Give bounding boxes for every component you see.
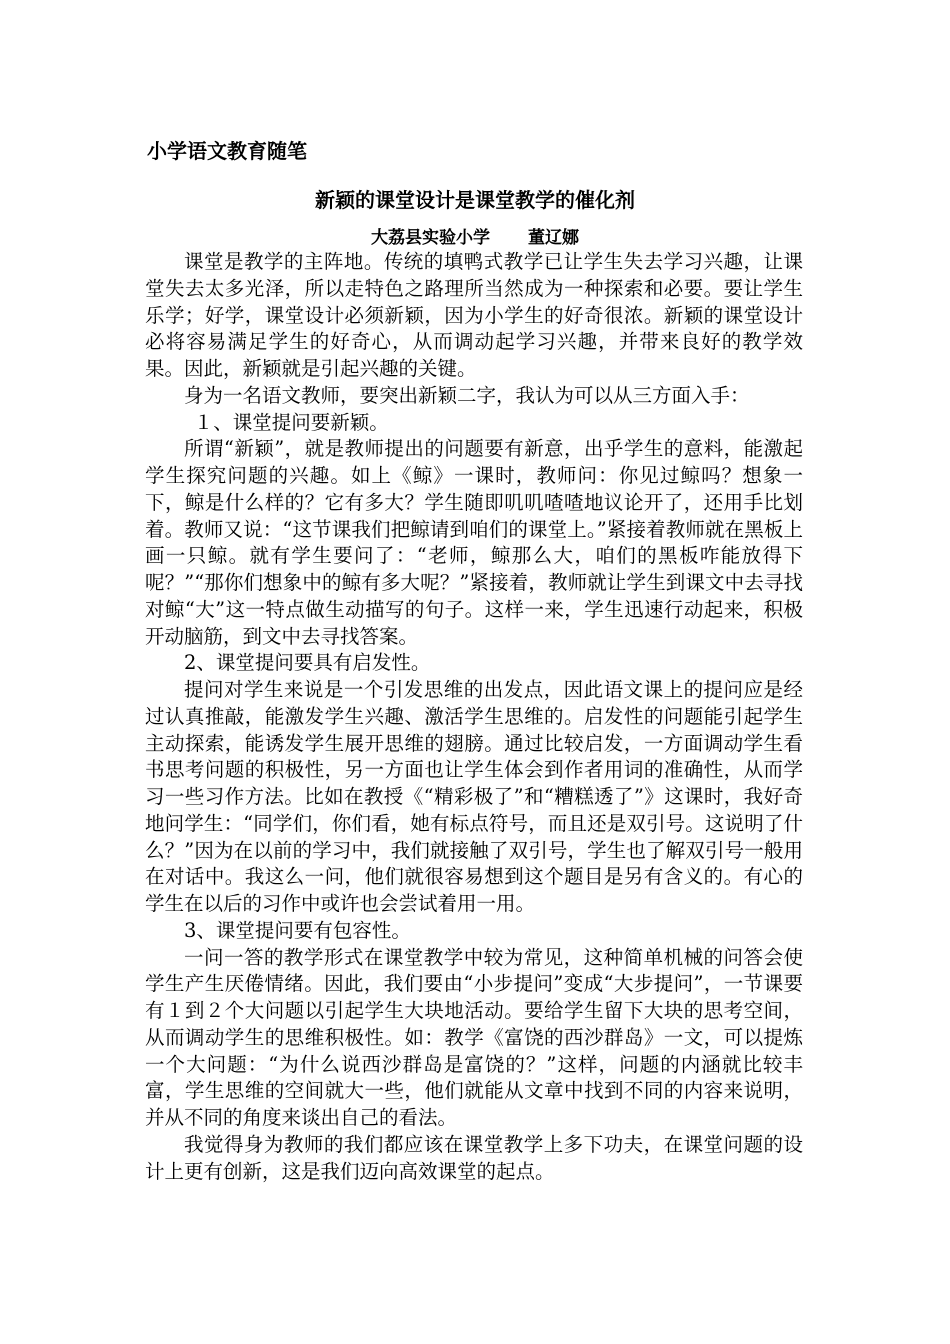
section-1-paragraph: 所谓“新颖”，就是教师提出的问题要有新意，出乎学生的意料，能激起学生探究问题的兴趣。如上《鲸》一课时，教师问：你见过鲸吗？想象一下，鲸是什么样的？它有多大？学生随即叽叽喳喳地议论开了，还用手比划着。教师又说：“这节课我们把鲸请到咱们的课堂上。”紧接着教师就在黑板上画一只鲸。就有学生要问了：“老师，鲸那么大，咱们的黑板咋能放得下呢？”“那你们想象中的鲸有多大呢？”紧接着，教师就让学生到课文中去寻找对鲸“大”这一特点做生动描写的句子。这样一来，学生迅速行动起来，积极开动脑筋，到文中去寻找答案。 (145, 437, 803, 648)
section-2-paragraph: 提问对学生来说是一个引发思维的出发点，因此语文课上的提问应是经过认真推敲，能激发学生兴趣、激活学生思维的。启发性的问题能引起学生主动探索，能诱发学生展开思维的翅膀。通过比较启发，一方面调动学生看书思考问题的积极性，另一方面也让学生体会到作者用词的准确性，从而学习一些习作方法。比如在教授《“精彩极了”和“糟糕透了”》这课时，我好奇地问学生：“同学们，你们看，她有标点符号，而且还是双引号。这说明了什么？”因为在以前的学习中，我们就接触了双引号，学生也了解双引号一般用在对话中。我这么一问，他们就很容易想到这个题目是另有含义的。有心的学生在以后的习作中或许也会尝试着用一用。 (145, 678, 803, 915)
article-title: 新颖的课堂设计是课堂教学的催化剂 (315, 188, 635, 212)
byline (0, 224, 950, 252)
section-3-paragraph: 一问一答的教学形式在课堂教学中较为常见，这种简单机械的问答会使学生产生厌倦情绪。因此，我们要由“小步提问”变成“大步提问”，一节课要有１到２个大问题以引起学生大块地活动。要给学生留下大块的思考空间，从而调动学生的思维积极性。如：教学《富饶的西沙群岛》一文，可以提炼一个大问题：“为什么说西沙群岛是富饶的？”这样，问题的内涵就比较丰富，学生思维的空间就大一些，他们就能从文章中找到不同的内容来说明，并从不同的角度来谈出自己的看法。 (145, 945, 803, 1129)
section-2-heading: 2、课堂提问要具有启发性。 (184, 651, 431, 675)
school-name: 大荔县实验小学 (371, 228, 490, 248)
author-name: 董辽娜 (528, 228, 579, 248)
section-1-heading: １、课堂提问要新颖。 (193, 410, 389, 434)
article-body (145, 249, 803, 1185)
intro-paragraph-2: 身为一名语文教师，要突出新颖二字，我认为可以从三方面入手： (184, 383, 750, 407)
section-3-heading: 3、课堂提问要有包容性。 (184, 918, 411, 942)
intro-paragraph-1: 课堂是教学的主阵地。传统的填鸭式教学已让学生失去学习兴趣，让课堂失去太多光泽，所以走特色之路理所当然成为一种探索和必要。要让学生乐学；好学，课堂设计必须新颖，因为小学生的好奇很浓。新颖的课堂设计必将容易满足学生的好奇心，从而调动起学习兴趣，并带来良好的教学效果。因此，新颖就是引起兴趣的关键。 (145, 250, 803, 380)
series-title: 小学语文教育随笔 (147, 139, 307, 163)
conclusion-paragraph: 我觉得身为教师的我们都应该在课堂教学上多下功夫，在课堂问题的设计上更有创新，这是我们迈向高效课堂的起点。 (145, 1132, 803, 1183)
